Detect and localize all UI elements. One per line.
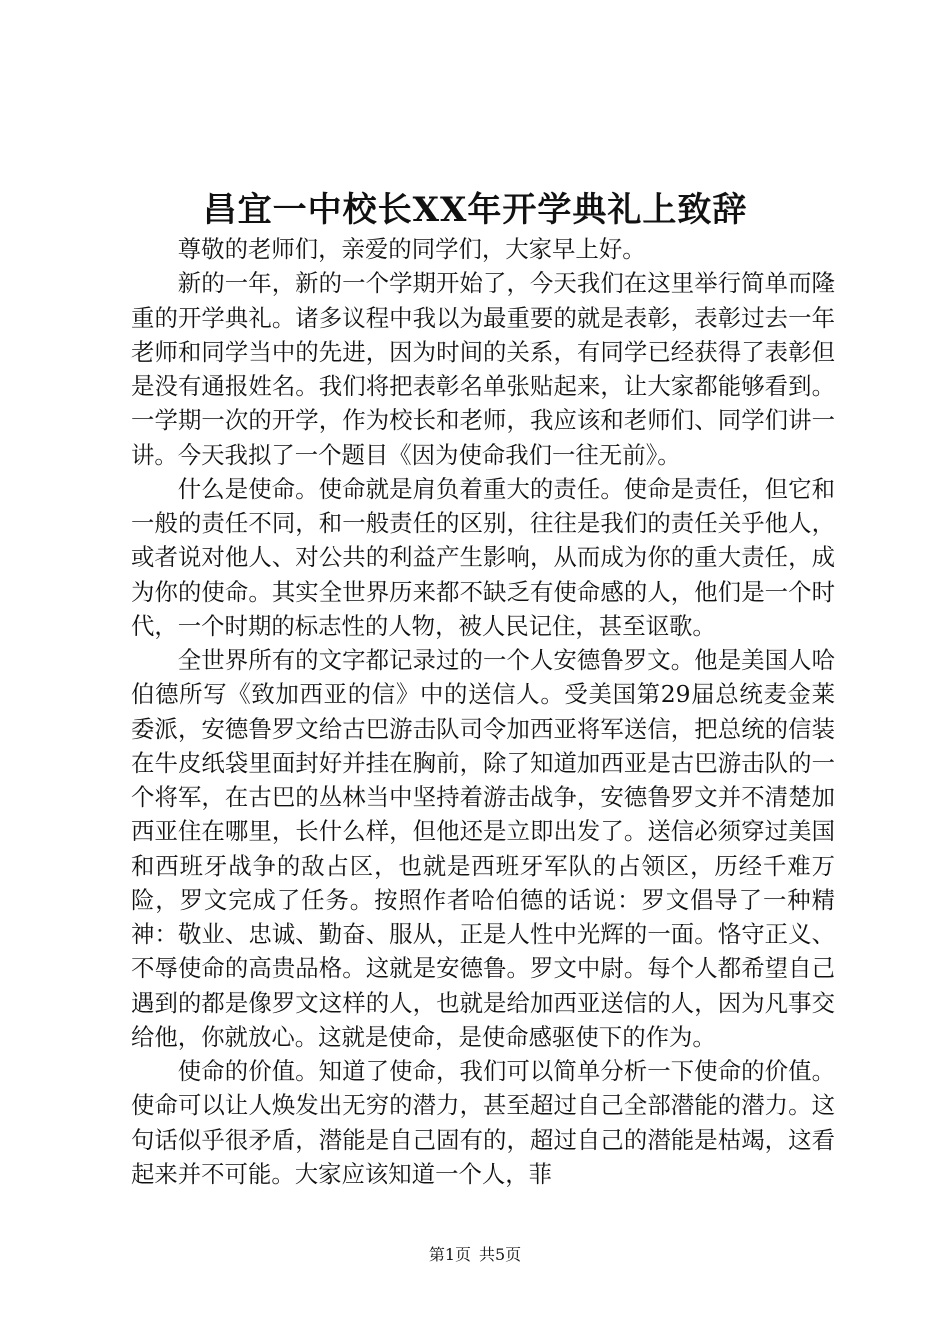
paragraph-mission-value: 使命的价值。知道了使命，我们可以简单分析一下使命的价值。使命可以让人焕发出无穷的潜力，甚至超过自己全部潜能的潜力。这句话似乎很矛盾，潜能是自己固有的，超过自己的潜能是枯竭，这看起来并不可能。大家应该知道一个人，菲 — [131, 1057, 835, 1188]
paragraph-opening: 新的一年，新的一个学期开始了，今天我们在这里举行简单而隆重的开学典礼。诸多议程中我以为最重要的就是表彰，表彰过去一年老师和同学当中的先进，因为时间的关系，有同学已经获得了表彰但是没有通报姓名。我们将把表彰名单张贴起来，让大家都能够看到。一学期一次的开学，作为校长和老师，我应该和老师们、同学们讲一讲。今天我拟了一个题目《因为使命我们一往无前》。 — [131, 269, 835, 469]
page-footer — [0, 1244, 950, 1266]
paragraph-greeting: 尊敬的老师们，亲爱的同学们，大家早上好。 — [177, 235, 646, 263]
paragraph-what-is-mission: 什么是使命。使命就是肩负着重大的责任。使命是责任，但它和一般的责任不同，和一般责任的区别，往往是我们的责任关乎他人，或者说对他人、对公共的利益产生影响，从而成为你的重大责任，成为你的使命。其实全世界历来都不缺乏有使命感的人，他们是一个时代，一个时期的标志性的人物，被人民记住，甚至讴歌。 — [131, 474, 835, 640]
page-total: 共5页 — [479, 1245, 522, 1264]
paragraph-rowan-story: 全世界所有的文字都记录过的一个人安德鲁罗文。他是美国人哈伯德所写《致加西亚的信》中的送信人。受美国第29届总统麦金莱委派，安德鲁罗文给古巴游击队司令加西亚将军送信，把总统的信装在牛皮纸袋里面封好并挂在胸前，除了知道加西亚是古巴游击队的一个将军，在古巴的丛林当中坚持着游击战争，安德鲁罗文并不清楚加西亚住在哪里，长什么样，但他还是立即出发了。送信必须穿过美国和西班牙战争的敌占区，也就是西班牙军队的占领区，历经千难万险，罗文完成了任务。按照作者哈伯德的话说：罗文倡导了一种精神：敬业、忠诚、勤奋、服从，正是人性中光辉的一面。恪守正义、不辱使命的高贵品格。这就是安德鲁。罗文中尉。每个人都希望自己遇到的都是像罗文这样的人，也就是给加西亚送信的人，因为凡事交给他，你就放心。这就是使命，是使命感驱使下的作为。 — [131, 646, 835, 1051]
document-title: 昌宜一中校长XX年开学典礼上致辞 — [202, 190, 748, 230]
page-number: 第1页 — [428, 1245, 471, 1264]
document-body — [131, 232, 835, 1191]
